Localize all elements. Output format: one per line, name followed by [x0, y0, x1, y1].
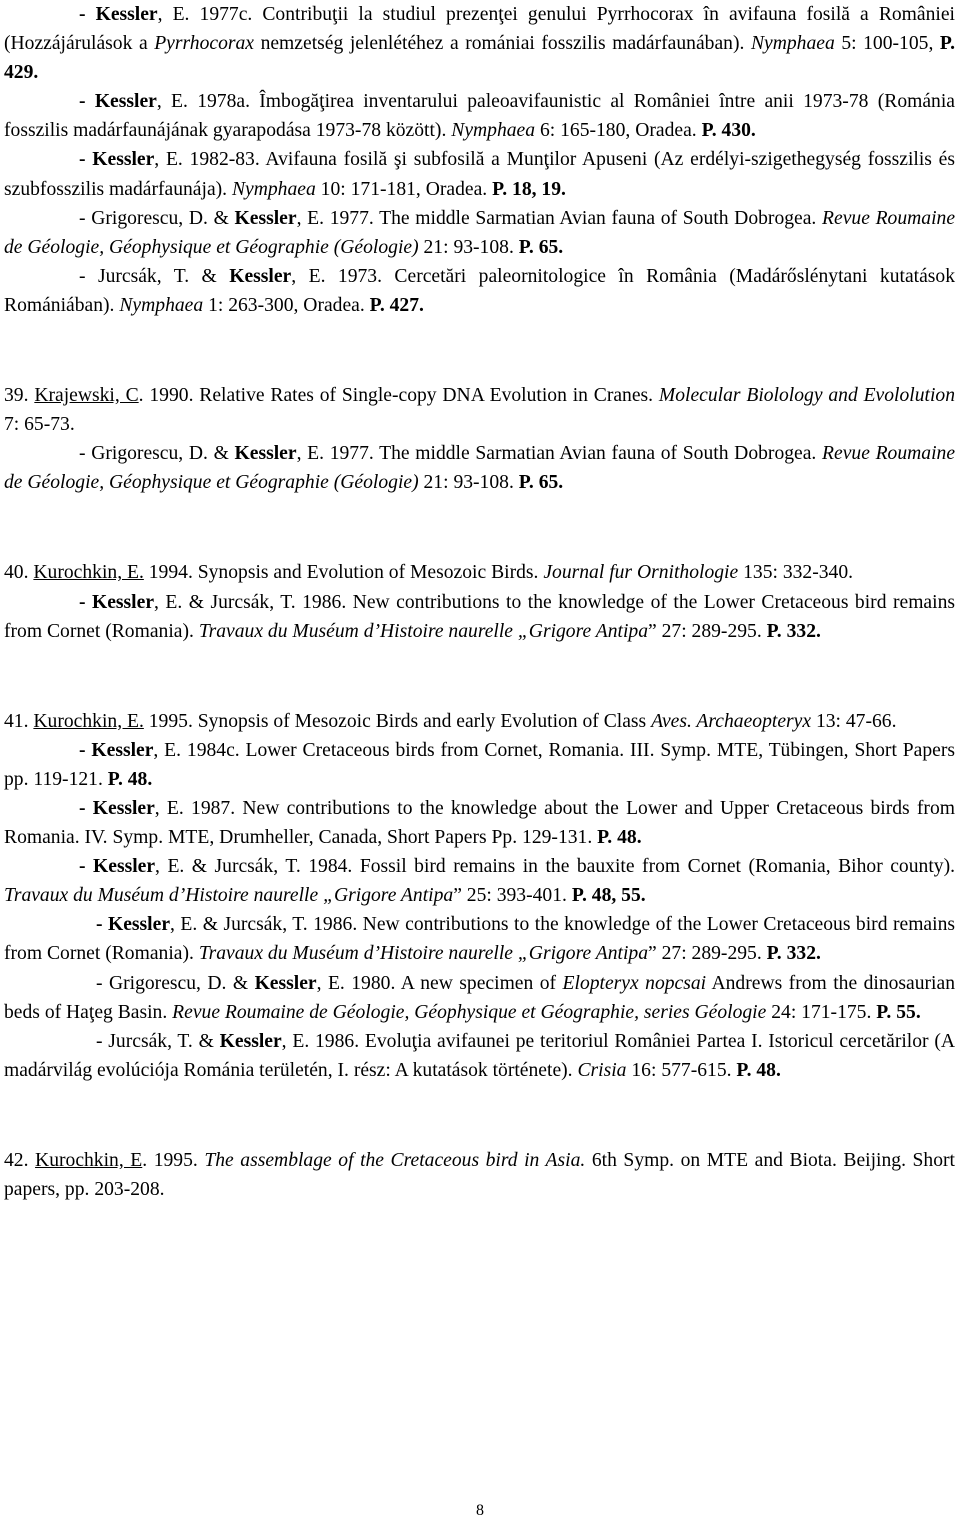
bold-text: P. 48.	[597, 827, 642, 849]
bold-text: P. 65.	[518, 236, 564, 258]
text-run: 5: 100-105,	[834, 33, 940, 55]
text-run: , E. 1977. The middle Sarmatian Avian fauna of South Dobrogea.	[296, 443, 823, 465]
text-run: nemzetség jelenlétéhez a romániai fosszilis madárfaunában).	[254, 33, 751, 55]
bold-text: P. 18, 19.	[492, 178, 566, 200]
italic-text: Crisia	[577, 1059, 627, 1081]
reference-entry	[4, 262, 955, 320]
italic-text: Pyrrhocorax	[154, 33, 254, 55]
text-run: 6: 165-180, Oradea.	[535, 120, 702, 142]
bold-text: Kessler	[229, 265, 292, 287]
bold-text: - Kessler	[79, 91, 157, 113]
bold-text: P. 429.	[4, 33, 955, 84]
reference-entry	[4, 381, 955, 439]
text-run: 24: 171-175.	[766, 1001, 877, 1023]
reference-entry	[4, 145, 955, 203]
reference-entry	[4, 558, 955, 587]
italic-text: Nymphaea	[451, 120, 536, 142]
text-run: 6th Symp. on MTE and Biota. Beijing. Short papers, pp. 203-208.	[4, 1149, 955, 1200]
text-run: , E. & Jurcsák, T. 1984. Fossil bird remains in the bauxite from Cornet (Romania, Bihor county).	[155, 856, 955, 878]
bold-text: - Kessler	[96, 914, 171, 936]
paragraph-gap	[4, 1101, 955, 1130]
bold-text: - Kessler	[79, 591, 155, 613]
italic-text: Revue Roumaine de Géologie, Géophysique et Géographie (Géologie)	[4, 207, 956, 258]
underlined-text: Kurochkin, E.	[33, 710, 144, 732]
underlined-text: Kurochkin, E.	[33, 562, 144, 584]
bold-text: P. 332.	[766, 620, 821, 642]
reference-entry	[4, 1027, 955, 1085]
text-run: , E. 1986. Evoluţia avifaunei pe teritoriul României Partea I. Istoricul cercetărilor (A madárvilág evolúciója Románia területén, I. rész: A kutatások története).	[4, 1030, 956, 1081]
page-number: 8	[476, 1502, 484, 1519]
text-run: 135: 332-340.	[738, 562, 854, 584]
text-run: - Grigorescu, D. &	[96, 972, 255, 994]
document-body	[4, 0, 955, 1204]
italic-text: Nymphaea	[750, 33, 835, 55]
italic-text: Travaux du Muséum d’Histoire naurelle „Grigore Antipa	[198, 620, 648, 642]
underlined-text: Kurochkin, E	[35, 1149, 143, 1171]
italic-text: Nymphaea	[119, 294, 204, 316]
reference-entry	[4, 707, 955, 736]
italic-text: Nymphaea	[231, 178, 316, 200]
bold-text: Kessler	[254, 972, 317, 994]
bold-text: - Kessler	[79, 856, 156, 878]
text-run: 21: 93-108.	[418, 236, 519, 258]
reference-entry	[4, 439, 955, 497]
text-run: 16: 577-615.	[626, 1059, 737, 1081]
text-run: , E. & Jurcsák, T. 1986. New contributions to the knowledge of the Lower Cretaceous bird remains from Cornet (Romania).	[4, 914, 955, 965]
reference-entry	[4, 736, 955, 794]
text-run: . 1995.	[142, 1149, 205, 1171]
italic-text: Travaux du Muséum d’Histoire naurelle „Grigore Antipa	[198, 943, 648, 965]
underlined-text: Krajewski, C	[34, 385, 139, 407]
text-run: , E. 1977. The middle Sarmatian Avian fauna of South Dobrogea.	[296, 207, 823, 229]
italic-text: Molecular Biolology and Evololution	[658, 385, 955, 407]
text-run: , E. 1977c. Contribuţii la studiul prezenţei genului Pyrrhocorax în avifauna fosilă a României (Hozzájárulások a	[4, 4, 956, 55]
reference-entry	[4, 1146, 955, 1204]
bold-text: - Kessler	[79, 149, 155, 171]
italic-text: Revue Roumaine de Géologie, Géophysique et Géographie, series Géologie	[172, 1001, 767, 1023]
text-run: ” 25: 393-401.	[453, 885, 572, 907]
bold-text: P. 48.	[107, 768, 153, 790]
italic-text: Elopteryx nopcsai	[562, 972, 707, 994]
reference-entry	[4, 204, 955, 262]
text-run: ” 27: 289-295.	[648, 620, 767, 642]
text-run: - Jurcsák, T. &	[96, 1030, 220, 1052]
text-run: 1995. Synopsis of Mesozoic Birds and early Evolution of Class	[143, 710, 652, 732]
bold-text: P. 55.	[876, 1001, 921, 1023]
bold-text: P. 48.	[736, 1059, 781, 1081]
italic-text: Revue Roumaine de Géologie, Géophysique et Géographie (Géologie)	[4, 443, 956, 494]
text-run: 42.	[4, 1149, 36, 1171]
reference-entry	[4, 794, 955, 852]
paragraph-gap	[4, 336, 955, 365]
bold-text: Kessler	[219, 1030, 282, 1052]
paragraph-gap	[4, 513, 955, 542]
bold-text: Kessler	[234, 443, 297, 465]
text-run: 7: 65-73.	[4, 414, 75, 436]
bold-text: - Kessler	[79, 4, 158, 25]
italic-text: Aves. Archaeopteryx	[651, 710, 812, 732]
bold-text: P. 65.	[518, 472, 564, 494]
text-run: 21: 93-108.	[418, 472, 519, 494]
text-run: ” 27: 289-295.	[648, 943, 767, 965]
text-run: , E. 1980. A new specimen of	[316, 972, 563, 994]
text-run: , E. 1982-83. Avifauna fosilă şi subfosilă a Munţilor Apuseni (Az erdélyi-szigethegység fosszilis és szubfosszilis madárfaunája).	[4, 149, 955, 200]
reference-entry	[4, 852, 955, 910]
reference-entry	[4, 0, 955, 87]
reference-entry	[4, 588, 955, 646]
bold-text: P. 427.	[369, 294, 424, 316]
text-run: , E. 1973. Cercetări paleornitologice în România (Madárőslénytani kutatások Romániában).	[4, 265, 955, 316]
text-run: Andrews from the dinosaurian beds of Haţeg Basin.	[4, 972, 955, 1023]
text-run: - Grigorescu, D. &	[79, 207, 235, 229]
bold-text: P. 332.	[766, 943, 821, 965]
text-run: 39.	[4, 385, 35, 407]
text-run: , E. 1987. New contributions to the knowledge about the Lower and Upper Cretaceous birds from Romania. IV. Symp. MTE, Drumheller, Canada, Short Papers Pp. 129-131.	[4, 797, 955, 849]
text-run: , E. 1984c. Lower Cretaceous birds from Cornet, Romania. III. Symp. MTE, Tübingen, Short Papers pp. 119-121.	[4, 739, 955, 790]
italic-text: The assemblage of the Cretaceous bird in Asia.	[204, 1149, 586, 1171]
italic-text: Travaux du Muséum d’Histoire naurelle „Grigore Antipa	[4, 885, 454, 907]
bold-text: P. 48, 55.	[571, 885, 646, 907]
text-run: 13: 47-66.	[811, 710, 897, 732]
text-run: 1: 263-300, Oradea.	[203, 294, 370, 316]
text-run: - Jurcsák, T. &	[79, 265, 230, 287]
text-run: . 1990. Relative Rates of Single-copy DNA Evolution in Cranes.	[138, 385, 659, 407]
bold-text: P. 430.	[701, 120, 756, 142]
text-run: , E. & Jurcsák, T. 1986. New contributions to the knowledge of the Lower Cretaceous bird remains from Cornet (Romania).	[4, 591, 955, 642]
text-run: - Grigorescu, D. &	[79, 443, 235, 465]
text-run: 40.	[4, 562, 34, 584]
text-run: 10: 171-181, Oradea.	[315, 178, 493, 200]
reference-entry	[4, 969, 955, 1027]
reference-entry	[4, 910, 955, 968]
text-run: 41.	[4, 710, 34, 732]
bold-text: - Kessler	[79, 739, 154, 761]
bold-text: Kessler	[234, 207, 297, 229]
italic-text: Journal fur Ornithologie	[543, 562, 739, 584]
paragraph-gap	[4, 662, 955, 691]
reference-entry	[4, 87, 955, 145]
bold-text: - Kessler	[79, 797, 155, 819]
text-run: 1994. Synopsis and Evolution of Mesozoic Birds.	[143, 562, 544, 584]
text-run: , E. 1978a. Îmbogăţirea inventarului paleoavifaunistic al României între anii 1973-78 (Románia fosszilis madárfaunájának gyarapodása 1973-78 között).	[4, 91, 955, 142]
